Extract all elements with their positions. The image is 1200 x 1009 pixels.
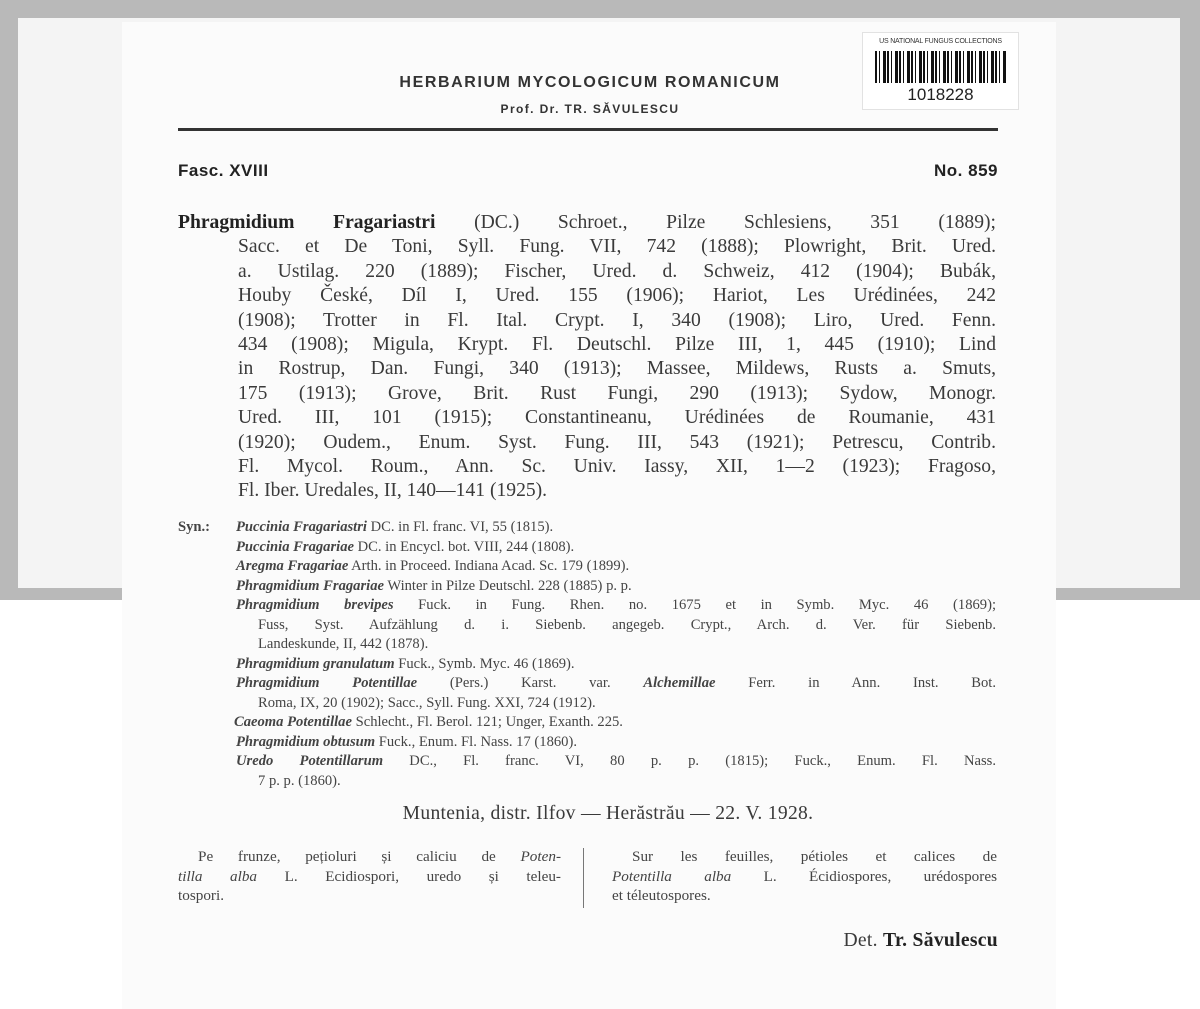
synonym-entry: Puccinia Fragariae DC. in Encycl. bot. VIII, 244 (1808).: [236, 538, 575, 555]
citation-line: (1920); Oudem., Enum. Syst. Fung. III, 543 (1921); Petrescu, Contrib.: [238, 431, 996, 453]
synonym-entry: Caeoma Potentillae Schlecht., Fl. Berol. 121; Unger, Exanth. 225.: [234, 714, 623, 730]
herbarium-subtitle: Prof. Dr. TR. SĂVULESCU: [500, 102, 680, 116]
synonym-entry: Phragmidium brevipes Fuck. in Fung. Rhen. no. 1675 et in Symb. Myc. 46 (1869);: [236, 597, 996, 613]
determiner-name: Tr. Săvulescu: [883, 930, 998, 951]
synonym-entry: Landeskunde, II, 442 (1878).: [258, 636, 429, 652]
citation-line: 434 (1908); Migula, Krypt. Fl. Deutschl. Pilze III, 1, 445 (1910); Lind: [238, 334, 996, 356]
synonym-entry: Phragmidium Potentillae (Pers.) Karst. var. Alchemillae Ferr. in Ann. Inst. Bot.: [236, 675, 996, 691]
determiner: Det. Tr. Săvulescu: [843, 930, 998, 951]
species-citation: [178, 211, 996, 504]
synonym-entry: Fuss, Syst. Aufzählung d. i. Siebenb. angegeb. Crypt., Arch. d. Ver. für Siebenb.: [258, 616, 996, 633]
specimen-number: No. 859: [934, 161, 998, 180]
citation-line: (1908); Trotter in Fl. Ital. Crypt. I, 340 (1908); Liro, Ured. Fenn.: [238, 309, 996, 331]
barcode-number: 1018228: [907, 85, 974, 104]
synonym-entry: Aregma Fragariae Arth. in Proceed. Indiana Acad. Sc. 179 (1899).: [236, 558, 630, 574]
citation-line: a. Ustilag. 220 (1889); Fischer, Ured. d. Schweiz, 412 (1904); Bubák,: [238, 260, 996, 282]
header-divider: [178, 128, 998, 131]
synonyms-label: Syn.:: [178, 519, 211, 535]
fascicle-number: Fasc. XVIII: [178, 161, 269, 180]
description-french: Sur les feuilles, pétioles et calices de Potentilla alba L. Écidiospores, urédospores et téleutospores.: [612, 848, 997, 904]
synonyms-block: [178, 518, 996, 791]
synonym-entry: Roma, IX, 20 (1902); Sacc., Syll. Fung. XXI, 724 (1912).: [258, 694, 596, 711]
synonym-entry: Phragmidium obtusum Fuck., Enum. Fl. Nass. 17 (1860).: [236, 733, 577, 750]
citation-line: Sacc. et De Toni, Syll. Fung. VII, 742 (1888); Plowright, Brit. Ured.: [238, 236, 996, 258]
collection-locality: Muntenia, distr. Ilfov — Herăstrău — 22. V. 1928.: [402, 803, 814, 824]
citation-line: Fl. Iber. Uredales, II, 140—141 (1925).: [238, 480, 548, 502]
synonym-entry: Uredo Potentillarum DC., Fl. franc. VI, 80 p. p. (1815); Fuck., Enum. Fl. Nass.: [236, 753, 996, 769]
column-divider: [583, 848, 584, 908]
species-name: Phragmidium Fragariastri: [178, 212, 436, 233]
citation-line: Ured. III, 101 (1915); Constantineanu, Urédinées de Roumanie, 431: [238, 407, 996, 429]
barcode-label: [862, 32, 1019, 110]
citation-line: Fl. Mycol. Roum., Ann. Sc. Univ. Iassy, XII, 1—2 (1923); Fragoso,: [238, 456, 996, 478]
citation-line: Houby České, Díl I, Ured. 155 (1906); Hariot, Les Urédinées, 242: [238, 285, 996, 307]
synonym-entry: Phragmidium granulatum Fuck., Symb. Myc. 46 (1869).: [236, 655, 575, 672]
citation-line: in Rostrup, Dan. Fungi, 340 (1913); Massee, Mildews, Rusts a. Smuts,: [238, 358, 996, 380]
citation-line: 175 (1913); Grove, Brit. Rust Fungi, 290 (1913); Sydow, Monogr.: [238, 382, 996, 404]
barcode-caption: US NATIONAL FUNGUS COLLECTIONS: [879, 38, 1002, 45]
synonym-entry: 7 p. p. (1860).: [258, 772, 341, 789]
synonym-entry: Puccinia Fragariastri DC. in Fl. franc. VI, 55 (1815).: [236, 519, 554, 535]
synonym-entry: Phragmidium Fragariae Winter in Pilze Deutschl. 228 (1885) p. p.: [236, 577, 632, 594]
barcode-icon: [875, 51, 1006, 83]
description-romanian: Pe frunze, pețioluri și caliciu de Poten- tilla alba L. Ecidiospori, uredo și teleu- tospori.: [178, 848, 561, 904]
herbarium-title: HERBARIUM MYCOLOGICUM ROMANICUM: [399, 74, 781, 91]
citation-line: Phragmidium Fragariastri (DC.) Schroet., Pilze Schlesiens, 351 (1889);: [178, 212, 996, 233]
